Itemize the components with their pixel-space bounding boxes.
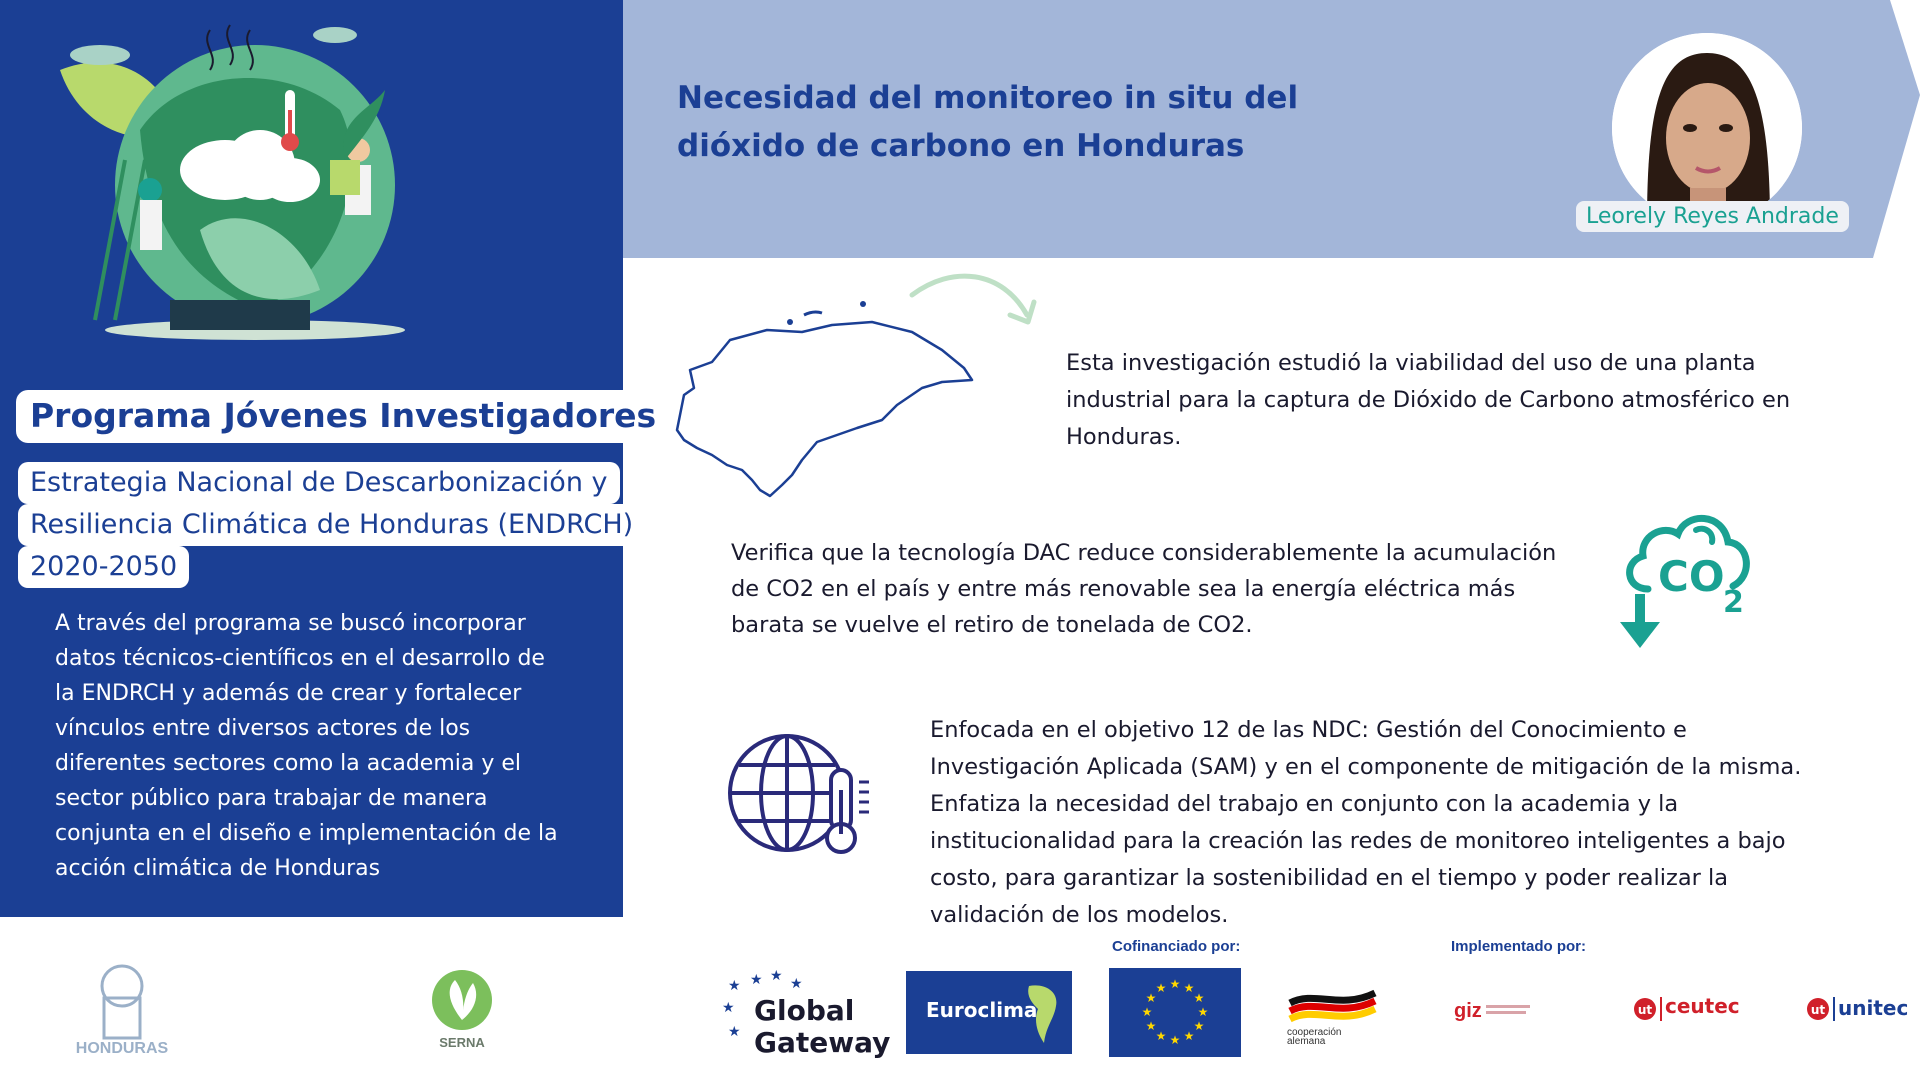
strategy-line: Estrategia Nacional de Descarbonización y	[18, 462, 620, 504]
latin-america-icon	[1024, 981, 1064, 1046]
honduras-logo-text: HONDURAS	[75, 1040, 169, 1057]
global-gateway-line1: Global	[754, 994, 855, 1027]
honduras-government-logo	[70, 958, 175, 1068]
eu-flag-logo	[1109, 968, 1241, 1057]
unitec-text: unitec	[1838, 996, 1909, 1020]
svg-text:★: ★	[1169, 1033, 1181, 1047]
author-avatar	[1612, 33, 1802, 223]
svg-text:★: ★	[1193, 991, 1205, 1005]
giz-logo	[1452, 995, 1532, 1025]
strategy-subtitle	[18, 462, 634, 588]
program-description: A través del programa se buscó incorporar datos técnicos-científicos en el desarrollo de la ENDRCH y además de crear y fortalecer vínculos entre diversos actores de los diferentes sectores como la academia y el sector público para trabajar de manera conjunta en el diseño e implementación de la acción climática de Honduras	[55, 611, 558, 881]
program-title: Programa Jóvenes Investigadores	[30, 396, 657, 435]
research-paragraph-3: Enfocada en el objetivo 12 de las NDC: Gestión del Conocimiento e Investigación Aplicada (SAM) y en el componente de mitigación de la misma. Enfatiza la necesidad del trabajo en conjunto con la academia y la institucionalidad para la creación las redes de monitoreo inteligentes a bajo costo, para garantizar la sostenibilidad en el tiempo y poder realizar la validación de los modelos.	[930, 717, 1802, 928]
svg-text:★: ★	[1155, 981, 1167, 995]
euroclima-text: Euroclima	[926, 998, 1038, 1022]
co2-subscript: 2	[1723, 585, 1744, 620]
ceutec-text: ceutec	[1665, 994, 1740, 1018]
strategy-line: 2020-2050	[18, 546, 189, 588]
research-paragraph-2: Verifica que la tecnología DAC reduce considerablemente la acumulación de CO2 en el país y entre más renovable sea la energía eléctrica más barata se vuelve el retiro de tonelada de CO2.	[731, 540, 1557, 638]
research-paragraph-1: Esta investigación estudió la viabilidad del uso de una planta industrial para la captura de Dióxido de Carbono atmosférico en Honduras.	[1066, 350, 1791, 450]
svg-text:★: ★	[1145, 1019, 1157, 1033]
global-gateway-line2: Gateway	[754, 1026, 891, 1059]
star-icon: ★	[728, 1024, 741, 1040]
svg-text:★: ★	[1169, 977, 1181, 991]
svg-text:★: ★	[1145, 991, 1157, 1005]
cofinanciado-label: Cofinanciado por:	[1112, 938, 1241, 955]
co2-cloud-icon	[1618, 504, 1753, 654]
star-icon: ★	[722, 1000, 735, 1016]
honduras-map-icon	[672, 270, 1072, 500]
svg-text:ut: ut	[1810, 1003, 1826, 1017]
star-icon: ★	[770, 970, 783, 984]
svg-text:★: ★	[1183, 981, 1195, 995]
strategy-line: Resiliencia Climática de Honduras (ENDRCH)	[18, 504, 645, 546]
author-name-tag: Leorely Reyes Andrade	[1576, 201, 1849, 232]
implementado-label: Implementado por:	[1451, 938, 1587, 955]
serna-logo	[425, 965, 500, 1050]
svg-text:ut: ut	[1637, 1003, 1653, 1017]
ceutec-logo	[1633, 993, 1745, 1023]
unitec-logo	[1806, 993, 1916, 1023]
program-title-box	[16, 390, 670, 443]
coop-text-line2: alemana	[1287, 1036, 1326, 1045]
euroclima-logo	[906, 971, 1072, 1054]
svg-text:★: ★	[1141, 1005, 1153, 1019]
co2-text: CO	[1658, 552, 1725, 601]
page-title: Necesidad del monitoreo in situ del dióxido de carbono en Honduras	[677, 80, 1299, 164]
star-icon: ★	[728, 978, 741, 994]
giz-text: giz	[1454, 1000, 1482, 1022]
star-icon: ★	[750, 972, 763, 988]
global-gateway-logo	[720, 970, 895, 1062]
climate-earth-illustration	[40, 10, 460, 360]
star-icon: ★	[790, 976, 803, 992]
globe-thermometer-icon	[725, 730, 875, 860]
svg-text:★: ★	[1155, 1029, 1167, 1043]
cooperacion-alemana-logo	[1285, 985, 1380, 1045]
svg-text:★: ★	[1197, 1005, 1209, 1019]
author-photo	[1612, 33, 1802, 223]
eu-stars-icon	[1109, 968, 1241, 1057]
svg-text:★: ★	[1193, 1019, 1205, 1033]
serna-logo-text: SERNA	[439, 1035, 485, 1050]
svg-text:★: ★	[1183, 1029, 1195, 1043]
coop-text-line1: cooperación	[1287, 1027, 1342, 1038]
